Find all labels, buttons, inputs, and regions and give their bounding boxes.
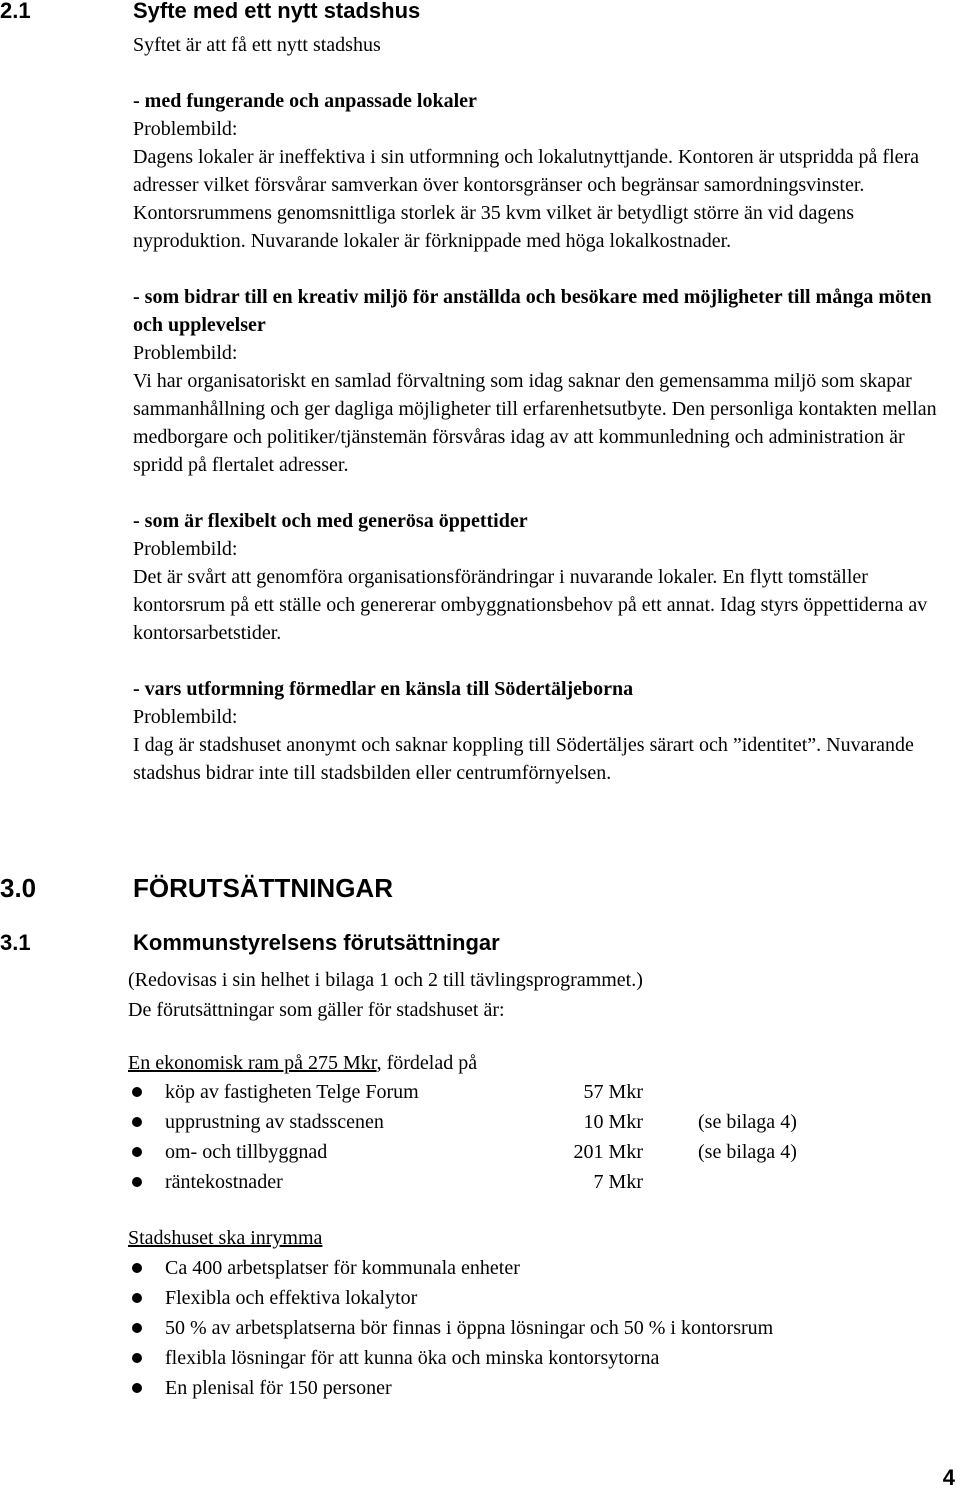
appendix-reference: (se bilaga 4): [698, 1141, 797, 1163]
appendix-note: (Redovisas i sin helhet i bilaga 1 och 2 till tävlingsprogrammet.): [128, 969, 643, 991]
budget-heading: [128, 1048, 948, 1078]
bullet-icon: [132, 1147, 142, 1157]
problem-text: I dag är stadshuset anonymt och saknar koppling till Södertäljes särart och ”identitet”. Nuvarande stadshus bidrar inte till stadsbilden eller centrumförnyelsen.: [133, 734, 914, 784]
bullet-icon: [132, 1293, 142, 1303]
purpose-heading: - med fungerande och anpassade lokaler: [133, 90, 477, 112]
bullet-icon: [132, 1263, 142, 1273]
problem-label: Problembild:: [133, 118, 238, 140]
page-number: 4: [942, 1465, 955, 1490]
problem-text: Vi har organisatoriskt en samlad förvaltning som idag saknar den gemensamma miljö som skapar sammanhållning och ger dagliga möjligheter till erfarenhetsutbyte. Den personliga kontakten mellan medborgare och politiker/tjänstemän försvåras idag av att kommunledning och administration är spridd på flertalet adresser.: [133, 370, 937, 476]
appendix-reference: (se bilaga 4): [698, 1111, 797, 1133]
purpose-block-2: [133, 283, 953, 479]
section-title: Kommunstyrelsens förutsättningar: [133, 930, 500, 955]
amount: 7 Mkr: [593, 1171, 643, 1193]
chapter-title: FÖRUTSÄTTNINGAR: [133, 873, 393, 903]
bullet-icon: [132, 1383, 142, 1393]
conditions-intro: De förutsättningar som gäller för stadshuset är:: [128, 999, 505, 1021]
bullet-icon: [132, 1177, 142, 1187]
purpose-heading: - vars utformning förmedlar en känsla till Södertäljeborna: [133, 678, 634, 700]
contain-heading: Stadshuset ska inrymma: [128, 1227, 323, 1249]
section-intro: [128, 965, 948, 1025]
bullet-icon: [132, 1353, 142, 1363]
problem-label: Problembild:: [133, 538, 238, 560]
amount: 57 Mkr: [583, 1081, 643, 1103]
purpose-heading: - som bidrar till en kreativ miljö för anställda och besökare med möjligheter till många möten och upplevelser: [133, 286, 932, 336]
amount: 10 Mkr: [583, 1111, 643, 1133]
purpose-block-4: [133, 675, 953, 787]
purpose-heading: - som är flexibelt och med generösa öppettider: [133, 510, 528, 532]
bullet-icon: [132, 1117, 142, 1127]
bullet-icon: [132, 1323, 142, 1333]
budget-heading-text: En ekonomisk ram på 275 Mkr: [128, 1052, 377, 1074]
problem-text: Det är svårt att genomföra organisationsförändringar i nuvarande lokaler. En flytt tomställer kontorsrum på ett ställe och genererar ombyggnationsbehov på ett annat. Idag styrs öppettiderna av kontorsarbetstider.: [133, 566, 928, 644]
purpose-block-3: [133, 507, 953, 647]
budget-heading-tail: , fördelad på: [376, 1052, 478, 1074]
section-number: 3.1: [0, 930, 31, 955]
purpose-block-1: [133, 87, 953, 255]
problem-label: Problembild:: [133, 342, 238, 364]
section-title: Syfte med ett nytt stadshus: [133, 0, 421, 23]
section-body: [133, 31, 953, 787]
problem-label: Problembild:: [133, 706, 238, 728]
chapter-number: 3.0: [0, 873, 37, 903]
amount: 201 Mkr: [573, 1141, 643, 1163]
section-number: 2.1: [0, 0, 31, 23]
problem-text: Dagens lokaler är ineffektiva i sin utformning och lokalutnyttjande. Kontoren är utspridda på flera adresser vilket försvårar samverkan över kontorsgränser och begränsar samordningsvinster. Kontorsrummens genomsnittliga storlek är 35 kvm vilket är betydligt större än vid dagens nyproduktion. Nuvarande lokaler är förknippade med höga lokalkostnader.: [133, 146, 920, 252]
bullet-icon: [132, 1087, 142, 1097]
intro-text: Syftet är att få ett nytt stadshus: [133, 34, 381, 56]
